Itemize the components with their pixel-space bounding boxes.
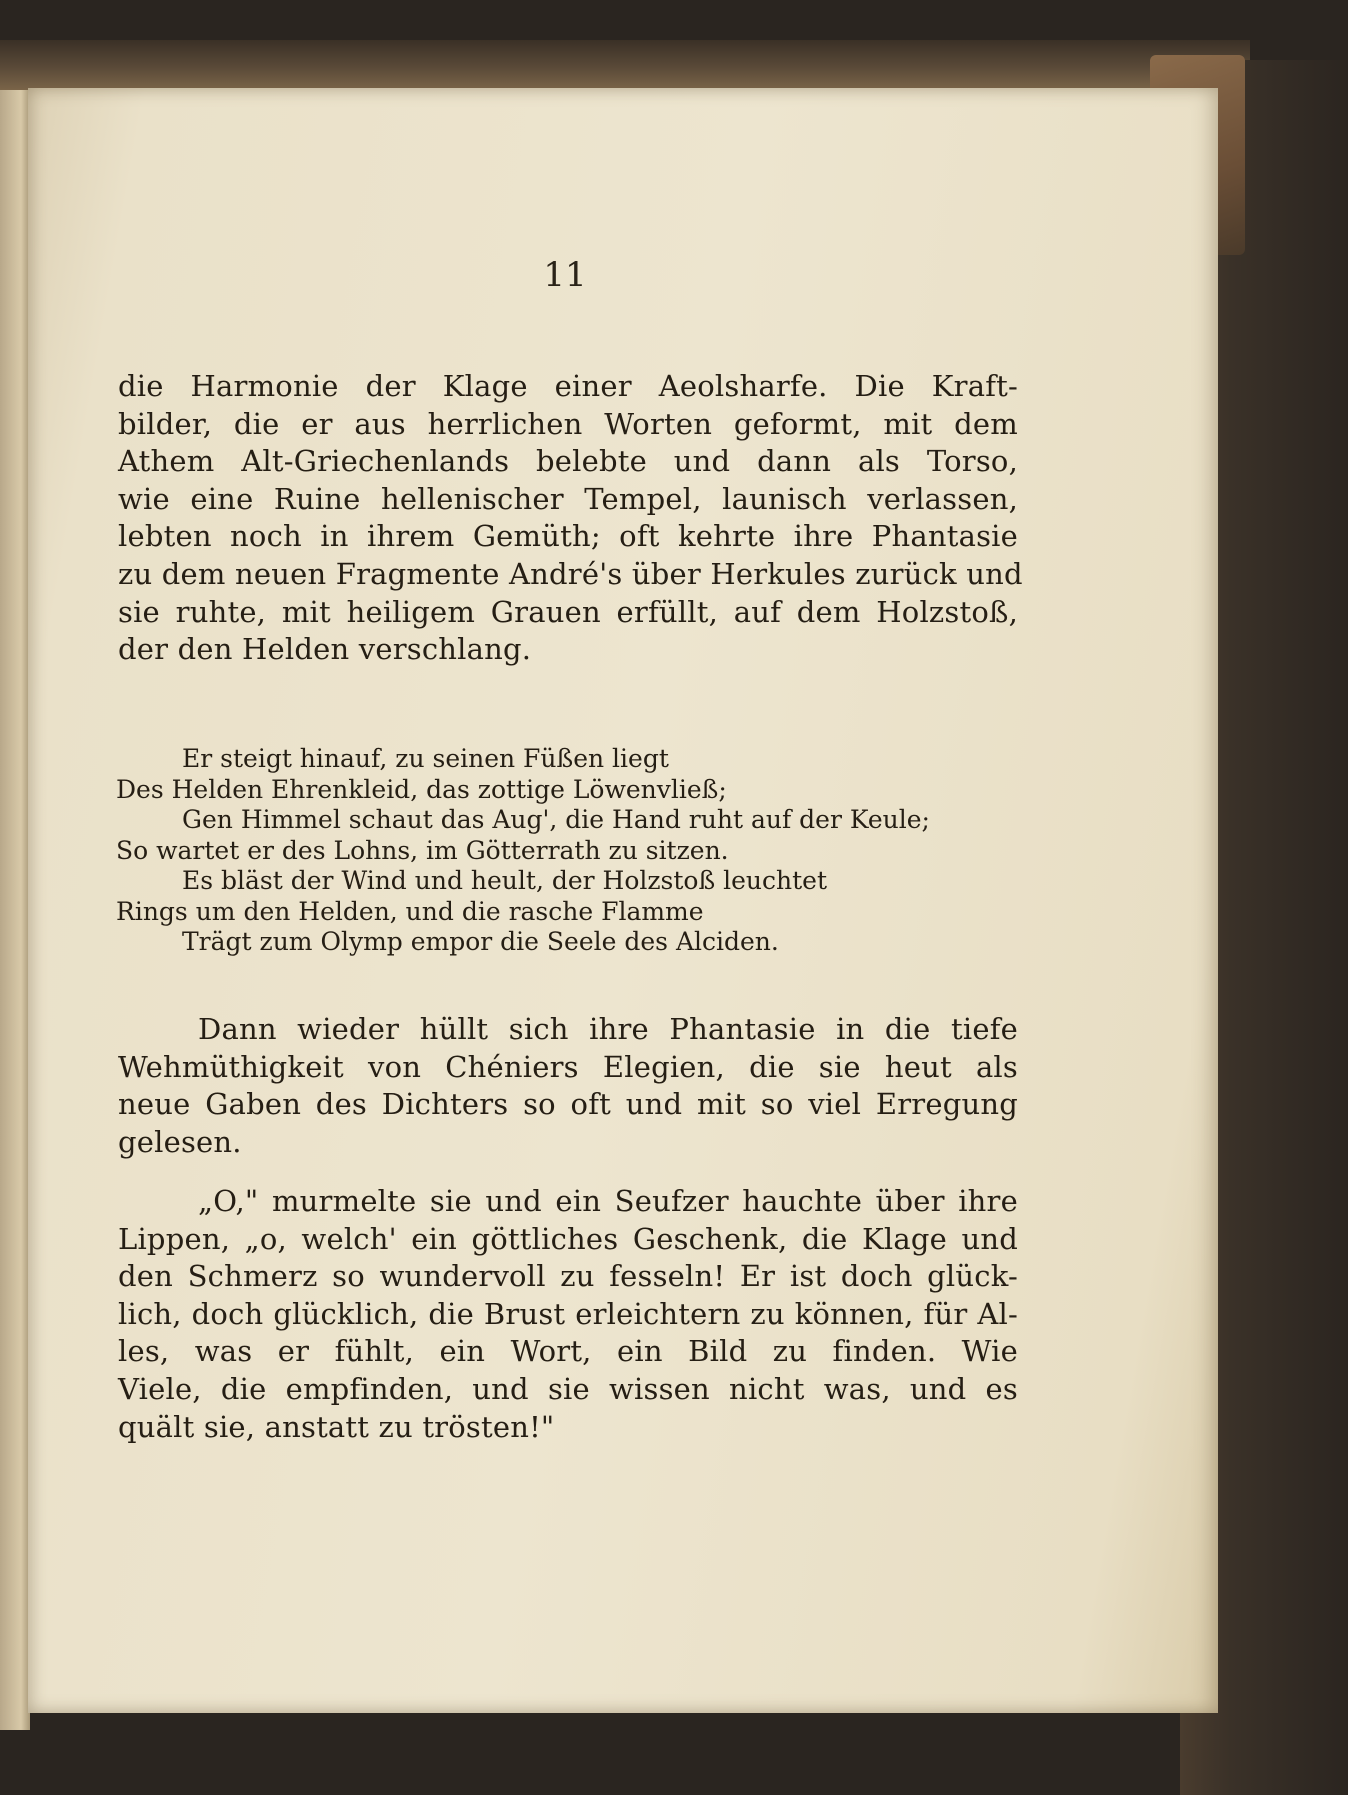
page-number: 11 [543,255,587,295]
text-line: quält sie, anstatt zu trösten!" [118,1409,555,1444]
text-line: die Harmonie der Klage einer Aeolsharfe. Die Kraft- [118,369,1018,403]
paragraph-3 [118,1183,1018,1446]
paragraph-2 [118,1011,1018,1161]
text-line: lebten noch in ihrem Gemüth; oft kehrte ihre Phantasie [118,519,1018,554]
paragraph-1 [118,368,1023,669]
poem-line: Er steigt hinauf, zu seinen Füßen liegt [182,744,669,773]
left-page-edge [0,90,30,1730]
text-line: Viele, die empfinden, und sie wissen nicht was, und es [118,1371,1018,1406]
text-line: Dann wieder hüllt sich ihre Phantasie in die tiefe [198,1012,1018,1046]
text-line: les, was er fühlt, ein Wort, ein Bild zu finden. Wie [118,1334,1018,1369]
text-line: Wehmüthigkeit von Chéniers Elegien, die sie heut als [118,1049,1018,1084]
text-line: Athem Alt-Griechenlands belebte und dann als Torso, [118,444,1018,479]
text-line: lich, doch glücklich, die Brust erleichtern zu können, für Al- [118,1296,1018,1331]
text-line: gelesen. [118,1124,242,1159]
poem-line: Es bläst der Wind und heult, der Holzstoß leuchtet [182,866,828,895]
poem-line: Rings um den Helden, und die rasche Flamme [116,896,704,926]
poem-line: Gen Himmel schaut das Aug', die Hand ruht auf der Keule; [182,805,930,834]
text-line: Lippen, „o, welch' ein göttliches Geschenk, die Klage und [118,1221,1018,1256]
book-binding-top [0,40,1250,90]
poem-stanza [116,744,1016,958]
text-line: den Schmerz so wundervoll zu fesseln! Er ist doch glück- [118,1259,1018,1294]
poem-line: So wartet er des Lohns, im Götterrath zu sitzen. [116,835,729,865]
text-line: zu dem neuen Fragmente André's über Herkules zurück und [118,556,1023,591]
text-line: wie eine Ruine hellenischer Tempel, launisch verlassen, [118,481,1018,516]
text-line: bilder, die er aus herrlichen Worten geformt, mit dem [118,406,1018,441]
poem-line: Trägt zum Olymp empor die Seele des Alciden. [182,927,779,956]
text-line: sie ruhte, mit heiligem Grauen erfüllt, auf dem Holzstoß, [118,594,1018,629]
poem-line: Des Helden Ehrenkleid, das zottige Löwenvließ; [116,774,727,804]
text-line: neue Gaben des Dichters so oft und mit so viel Erregung [118,1087,1018,1122]
text-line: „O," murmelte sie und ein Seufzer hauchte über ihre [198,1184,1018,1218]
text-line: der den Helden verschlang. [118,632,532,667]
